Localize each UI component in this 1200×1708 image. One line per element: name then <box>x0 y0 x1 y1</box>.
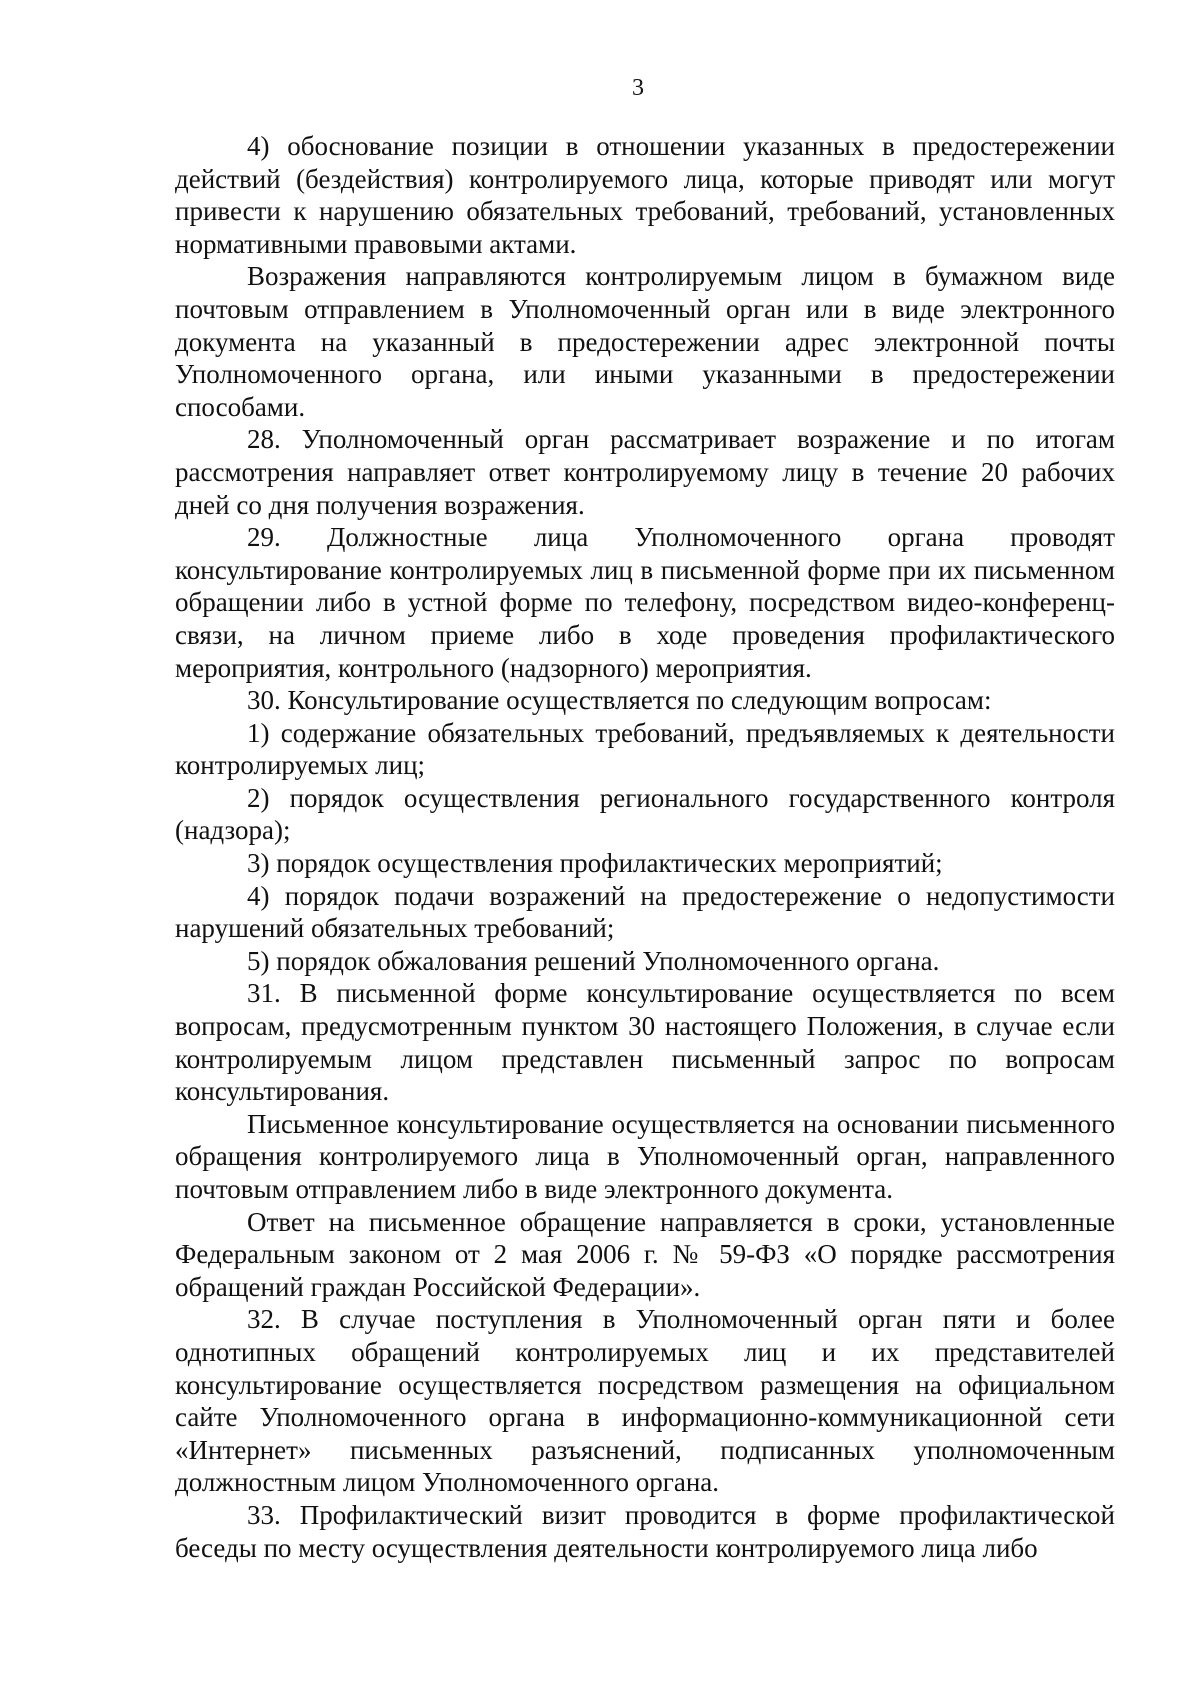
paragraph-30-item-3: 3) порядок осуществления профилактических мероприятий; <box>247 848 943 879</box>
paragraph-30-item-1: 1) содержание обязательных требований, предъявляемых к деятельности контролируемых лиц; <box>175 717 1115 781</box>
paragraph-30-item-2: 2) порядок осуществления регионального государственного контроля (надзора); <box>175 782 1115 846</box>
paragraph-item-4-justification: 4) обоснование позиции в отношении указанных в предостережении действий (бездействия) контролируемого лица, которые приводят или могут привести к нарушению обязательных требований, требований, установленных нормативными правовыми актами. <box>175 131 1115 259</box>
paragraph-30: 30. Консультирование осуществляется по следующим вопросам: <box>247 685 992 716</box>
paragraph-objections-submission: Возражения направляются контролируемым лицом в бумажном виде почтовым отправлением в Уполномоченный орган или в виде электронного документа на указанный в предостережении адрес электронной почты Уполномоченного органа, или иными указанными в предостережении способами. <box>175 261 1115 422</box>
paragraph-response-deadline: Ответ на письменное обращение направляется в сроки, установленные Федеральным законом от 2 мая 2006 г. № 59-ФЗ «О порядке рассмотрения обращений граждан Российской Федерации». <box>175 1206 1115 1302</box>
paragraph-written-consultation: Письменное консультирование осуществляется на основании письменного обращения контролируемого лица в Уполномоченный орган, направленного почтовым отправлением либо в виде электронного документа. <box>175 1108 1115 1204</box>
paragraph-28: 28. Уполномоченный орган рассматривает возражение и по итогам рассмотрения направляет ответ контролируемому лицу в течение 20 рабочих дней со дня получения возражения. <box>175 424 1115 520</box>
paragraph-29: 29. Должностные лица Уполномоченного органа проводят консультирование контролируемых лиц в письменной форме при их письменном обращении либо в устной форме по телефону, посредством видео-конференц-связи, на личном приеме либо в ходе проведения профилактического мероприятия, контрольного (надзорного) мероприятия. <box>175 522 1115 683</box>
paragraph-31: 31. В письменной форме консультирование осуществляется по всем вопросам, предусмотренным пунктом 30 настоящего Положения, в случае если контролируемым лицом представлен письменный запрос по вопросам консультирования. <box>175 978 1115 1107</box>
paragraph-33: 33. Профилактический визит проводится в форме профилактической беседы по месту осуществления деятельности контролируемого лица либо <box>175 1499 1115 1563</box>
paragraph-32: 32. В случае поступления в Уполномоченный орган пяти и более однотипных обращений контролируемых лиц и их представителей консультирование осуществляется посредством размещения на официальном сайте Уполномоченного органа в информационно-коммуникационной сети «Интернет» письменных разъяснений, подписанных уполномоченным должностным лицом Уполномоченного органа. <box>175 1304 1115 1498</box>
document-body <box>175 130 1115 1564</box>
paragraph-30-item-4: 4) порядок подачи возражений на предостережение о недопустимости нарушений обязательных требований; <box>175 880 1115 944</box>
paragraph-30-item-5: 5) порядок обжалования решений Уполномоченного органа. <box>247 945 940 976</box>
page-number: 3 <box>632 75 644 101</box>
